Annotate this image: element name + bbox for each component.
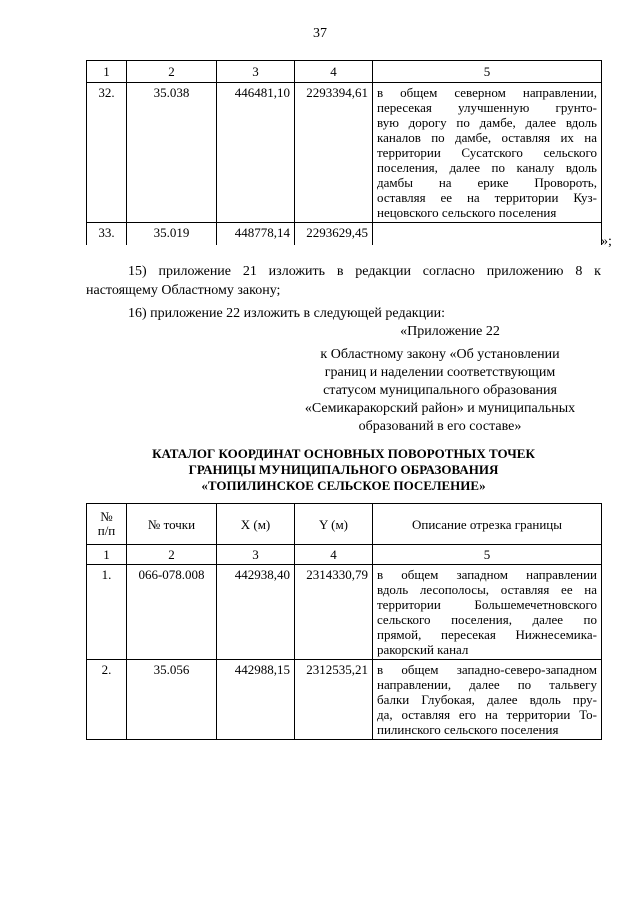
desc-line: сельского поселения, далее по [377,612,597,627]
catalog-title-line: «ТОПИЛИНСКОЕ СЕЛЬСКОЕ ПОСЕЛЕНИЕ» [201,478,486,493]
col-number-cell: 3 [217,545,295,565]
y-coordinate: 2293394,61 [295,83,373,223]
desc-line: в общем западном направлении [377,567,597,582]
col-number-cell: 5 [373,545,602,565]
catalog-title [86,446,601,494]
catalog-title-line: КАТАЛОГ КООРДИНАТ ОСНОВНЫХ ПОВОРОТНЫХ ТОЧЕК [152,446,535,461]
x-coordinate: 448778,14 [217,223,295,246]
table-row [87,660,602,740]
y-coordinate: 2312535,21 [295,660,373,740]
annex-line: «Семикаракорский район» и муниципальных [304,401,576,416]
desc-line: каналов по дамбе, оставляя их на [377,130,597,145]
desc-line: вую дорогу по дамбе, далее вдоль [377,115,597,130]
x-coordinate: 442938,40 [217,565,295,660]
header-x: Х (м) [217,504,295,545]
segment-description [373,565,602,660]
col-number-cell: 4 [295,545,373,565]
closing-quote: »; [601,234,612,249]
desc-line: прямой, пересекая Нижнесемика- [377,627,597,642]
desc-line: поселения, далее по каналу вдоль [377,160,597,175]
header-row-number [87,504,127,545]
paragraph-15: 15) приложение 21 изложить в редакции согласно приложению 8 к настоящему Областному закону; [86,264,601,298]
table-column-numbers [87,545,602,565]
row-number: 33. [87,223,127,246]
col-number-cell: 4 [295,61,373,83]
col-number-cell: 1 [87,61,127,83]
y-coordinate: 2293629,45 [295,223,373,246]
col-number-cell: 3 [217,61,295,83]
table-row [87,565,602,660]
annex-line: границ и наделении соответствующим [324,365,556,380]
point-id: 35.038 [127,83,217,223]
catalog-title-line: ГРАНИЦЫ МУНИЦИПАЛЬНОГО ОБРАЗОВАНИЯ [188,462,499,477]
table-row [87,83,602,223]
annex-line: образований в его составе» [358,419,522,434]
x-coordinate: 442988,15 [217,660,295,740]
header-num-label: п/п [97,523,116,538]
header-point: № точки [127,504,217,545]
annex-title: «Приложение 22 [400,324,500,339]
table-row [87,223,602,246]
coordinates-table [86,503,602,740]
desc-line: территории Большемечетновского [377,597,597,612]
desc-line: ракорский канал [377,642,469,657]
desc-line: пересекая улучшенную грунто- [377,100,597,115]
header-num-sign: № [100,509,113,524]
desc-line: да, оставляя его на территории То- [377,707,597,722]
desc-line: балки Глубокая, далее вдоль пру- [377,692,597,707]
col-number-cell: 2 [127,545,217,565]
row-number: 32. [87,83,127,223]
segment-description [373,223,602,246]
desc-line: в общем северном направлении, [377,85,597,100]
col-number-cell: 5 [373,61,602,83]
annex-line: статусом муниципального образования [323,383,557,398]
desc-line: пилинского сельского поселения [377,722,559,737]
header-description: Описание отрезка границы [373,504,602,545]
desc-line: нецовского сельского поселения [377,205,557,220]
annex-subtitle [290,346,590,436]
desc-line: оставляя ее на территории Куз- [377,190,597,205]
col-number-cell: 1 [87,545,127,565]
col-number-cell: 2 [127,61,217,83]
row-number: 1. [87,565,127,660]
page-number: 37 [313,26,327,41]
desc-line: дамбы на ерике Провороть, [377,175,597,190]
point-id: 35.056 [127,660,217,740]
point-id: 35.019 [127,223,217,246]
desc-line: направлении, далее по тальвегу [377,677,597,692]
paragraph-16: 16) приложение 22 изложить в следующей редакции: [128,306,445,321]
table-header [87,504,602,545]
x-coordinate: 446481,10 [217,83,295,223]
desc-line: в общем западно-северо-западном [377,662,597,677]
desc-line: вдоль лесополосы, оставляя ее на [377,582,597,597]
header-y: Y (м) [295,504,373,545]
coordinates-table-continuation [86,60,602,245]
desc-line: территории Сусатского сельского [377,145,597,160]
segment-description [373,660,602,740]
row-number: 2. [87,660,127,740]
annex-line: к Областному закону «Об установлении [320,347,560,362]
segment-description [373,83,602,223]
table-column-numbers [87,61,602,83]
y-coordinate: 2314330,79 [295,565,373,660]
point-id: 066-078.008 [127,565,217,660]
